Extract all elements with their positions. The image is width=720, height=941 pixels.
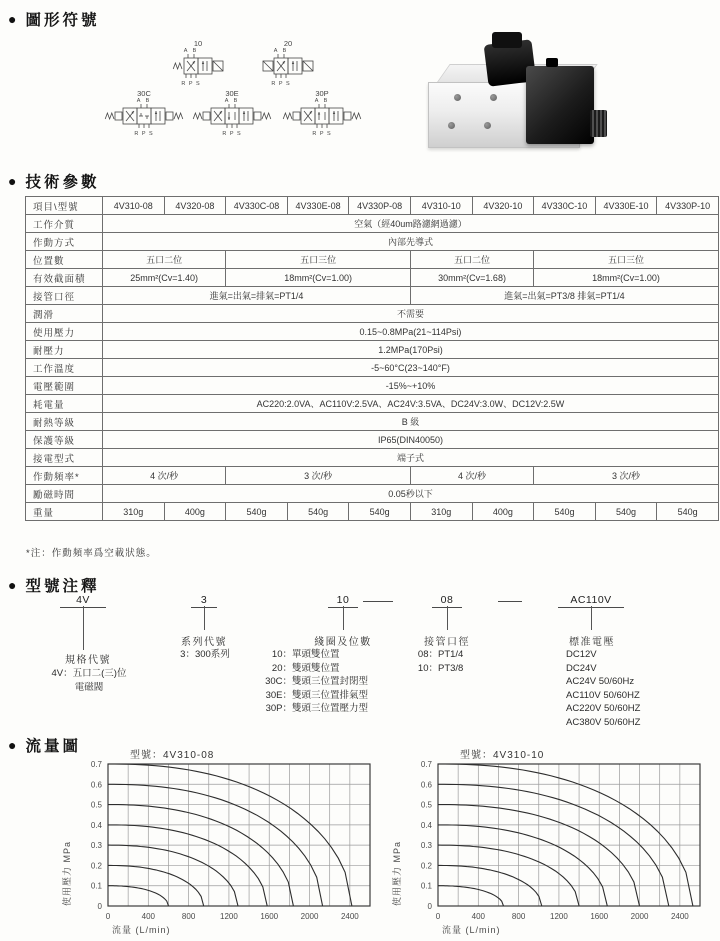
- x-tick-label: 2400: [340, 912, 359, 921]
- code-part-series: 3: [191, 594, 217, 608]
- spec-header-row: 項目\型號 4V310-08 4V320-08 4V330C-08 4V330E-08 4V330P-08 4V310-10 4V320-10 4V330C-10 4V330E-10 4V330P-10: [26, 197, 719, 215]
- legend-line: 4V：五口二(三)位: [51, 668, 127, 679]
- legend-line: 20： 雙頭雙位置: [271, 662, 340, 674]
- legend-line: AC24V 50/60Hz: [566, 676, 635, 687]
- valve-schematic-icon: [184, 88, 280, 142]
- y-tick-label: 0: [427, 902, 432, 911]
- bullet-icon: ●: [8, 577, 17, 593]
- spec-row-frequency: 作動頻率* 4 次/秒 3 次/秒 4 次/秒 3 次/秒: [26, 467, 719, 485]
- legend-line: AC220V 50/60HZ: [566, 703, 641, 714]
- y-tick-label: 0: [97, 902, 102, 911]
- connector-line: [83, 606, 84, 650]
- spec-row-connection: 接電型式 端子式: [26, 449, 719, 467]
- valve-schematic-icon: [96, 88, 192, 142]
- x-tick-label: 400: [471, 912, 485, 921]
- ports-bottom-label: R P S: [222, 131, 242, 137]
- legend-line: 3：300系列: [180, 649, 230, 660]
- spec-row-port-size: 接管口徑 進氣=出氣=排氣=PT1/4 進氣=出氣=PT3/8 排氣=PT1/4: [26, 287, 719, 305]
- valve-port: [490, 94, 497, 101]
- spec-row-voltage-range: 電壓範圍 -15%~+10%: [26, 377, 719, 395]
- ports-bottom-label: R P S: [134, 131, 154, 137]
- valve-symbol-30c: [96, 88, 192, 147]
- legend-line: 30C： 雙頭三位置封閉型: [265, 676, 369, 687]
- ports-top-label: A B: [183, 48, 199, 54]
- y-tick-label: 0.1: [420, 881, 432, 891]
- spec-row-proof-pressure: 耐壓力 1.2MPa(170Psi): [26, 341, 719, 359]
- spec-row-medium: 工作介質 空氣（經40um路濾網過濾）: [26, 215, 719, 233]
- solenoid-screw: [546, 58, 558, 67]
- valve-schematic-icon: [150, 38, 246, 92]
- y-tick-label: 0.7: [90, 760, 102, 769]
- section-title: 技術參數: [25, 174, 100, 191]
- spec-row-lubrication: 潤滑 不需要: [26, 305, 719, 323]
- table-footnote: *注：作動頻率爲空載狀態。: [26, 548, 157, 559]
- valve-symbol-30p: [274, 88, 370, 147]
- y-tick-label: 0.3: [90, 841, 102, 851]
- spec-row-response: 勵磁時間 0.05秒以下: [26, 485, 719, 503]
- legend-title: 規格代號: [65, 655, 111, 666]
- legend-lines: [168, 648, 242, 662]
- spec-row-power: 耗電量 AC220:2.0VA、AC110V:2.5VA、AC24V:3.5VA、DC24V:3.0W、DC12V:2.5W: [26, 395, 719, 413]
- y-tick-label: 0.4: [90, 820, 102, 830]
- legend-lines: [24, 667, 154, 694]
- flow-chart-plot: [386, 756, 718, 941]
- x-tick-label: 2000: [300, 912, 319, 921]
- manual-override-knob: [590, 110, 607, 137]
- spec-row-positions: 位置數 五口二位 五口三位 五口二位 五口三位: [26, 251, 719, 269]
- valve-symbol-30e: [184, 88, 280, 147]
- legend-line: 08： PT1/4: [417, 649, 464, 660]
- section-heading-model-notes: [8, 574, 99, 596]
- x-axis-label: 流量 (L/min): [112, 925, 171, 935]
- ports-top-label: A B: [314, 98, 330, 104]
- flow-chart-4v310-10: [386, 744, 718, 940]
- chart-title: 型號：4V310-10: [460, 750, 545, 761]
- x-tick-label: 2400: [670, 912, 689, 921]
- legend-line: DC12V: [566, 649, 597, 660]
- connector-line: [204, 606, 205, 630]
- valve-schematic-icon: [274, 88, 370, 142]
- flow-chart-4v310-08: [56, 744, 388, 940]
- chart-title: 型號：4V310-08: [130, 750, 215, 761]
- y-tick-label: 0.5: [420, 800, 432, 810]
- ports-bottom-label: R P S: [271, 81, 291, 87]
- code-part-coil: 10: [328, 594, 358, 608]
- valve-port: [484, 122, 491, 129]
- valve-port: [448, 122, 455, 129]
- spec-row-pressure: 使用壓力 0.15~0.8MPa(21~114Psi): [26, 323, 719, 341]
- x-tick-label: 1200: [550, 912, 568, 921]
- y-tick-label: 0.5: [90, 800, 102, 810]
- x-tick-label: 800: [181, 912, 196, 921]
- y-tick-label: 0.4: [420, 820, 432, 830]
- code-part-voltage: AC110V: [558, 594, 624, 608]
- spec-row-weight: 重量 310g 400g 540g 540g 540g 310g 400g 540g 540g 540g: [26, 503, 719, 521]
- y-tick-label: 0.2: [90, 861, 102, 871]
- spec-row-protection: 保護等級 IP65(DIN40050): [26, 431, 719, 449]
- section-title: 流量圖: [25, 738, 81, 755]
- symbol-code-label: 10: [193, 39, 203, 48]
- bullet-icon: ●: [8, 11, 17, 27]
- spec-table: [25, 196, 719, 521]
- code-part-4v: 4V: [60, 594, 106, 608]
- section-heading-tech-params: [8, 170, 99, 192]
- legend-title: 接管口徑: [424, 637, 470, 648]
- legend-lines: [408, 648, 488, 675]
- y-tick-label: 0.6: [420, 780, 432, 790]
- connector-line: [343, 606, 344, 630]
- x-tick-label: 1600: [590, 912, 609, 921]
- x-tick-label: 400: [141, 912, 155, 921]
- ports-bottom-label: R P S: [312, 131, 332, 137]
- x-axis-label: 流量 (L/min): [442, 925, 501, 935]
- section-title: 圖形符號: [25, 12, 100, 29]
- valve-port: [454, 94, 461, 101]
- ports-top-label: A B: [273, 48, 289, 54]
- y-tick-label: 0.2: [420, 861, 432, 871]
- legend-line: 30E： 雙頭三位置排氣型: [265, 689, 369, 701]
- legend-line: AC380V 50/60HZ: [566, 716, 641, 728]
- legend-title: 系列代號: [181, 637, 227, 648]
- connector-line: [447, 606, 448, 630]
- ports-bottom-label: R P S: [181, 81, 201, 87]
- ports-top-label: A B: [224, 98, 240, 104]
- connector-line: [591, 606, 592, 630]
- y-tick-label: 0.3: [420, 841, 432, 851]
- valve-schematic-icon: [240, 38, 336, 92]
- flow-chart-plot: [56, 756, 388, 941]
- symbol-code-label: 30P: [315, 89, 329, 98]
- spec-row-actuation: 作動方式 內部先導式: [26, 233, 719, 251]
- product-photo: [428, 24, 620, 174]
- legend-title: 綫圈及位數: [314, 637, 372, 648]
- spec-row-orifice: 有效截面積 25mm²(Cv=1.40) 18mm²(Cv=1.00) 30mm²(Cv=1.68) 18mm²(Cv=1.00): [26, 269, 719, 287]
- legend-line: 10： 單頭雙位置: [271, 649, 340, 660]
- separator-dash: [363, 601, 393, 602]
- x-tick-label: 0: [435, 912, 441, 921]
- section-heading-graphic-symbols: [8, 8, 99, 30]
- legend-line: 10： PT3/8: [417, 662, 464, 674]
- legend-title: 標准電壓: [569, 637, 615, 648]
- solenoid-coil: [526, 66, 594, 144]
- symbol-code-label: 20: [283, 39, 293, 48]
- solenoid-cap-top: [492, 32, 522, 48]
- y-tick-label: 0.1: [90, 881, 102, 891]
- spec-row-temperature: 工作溫度 -5~60°C(23~140°F): [26, 359, 719, 377]
- flow-curve: [108, 886, 169, 906]
- ports-top-label: A B: [136, 98, 152, 104]
- x-tick-label: 800: [511, 912, 526, 921]
- separator-dash: [498, 601, 522, 602]
- y-tick-label: 0.6: [90, 780, 102, 790]
- y-tick-label: 0.7: [420, 760, 432, 769]
- flow-curve: [438, 886, 504, 906]
- symbol-code-label: 30E: [225, 89, 239, 98]
- legend-line: DC24V: [566, 662, 597, 674]
- spec-row-heat-class: 耐熱等級 B 級: [26, 413, 719, 431]
- legend-line: 30P： 雙頭三位置壓力型: [265, 703, 369, 714]
- y-axis-label: 使用壓力 MPa: [392, 840, 402, 906]
- x-tick-label: 0: [105, 912, 111, 921]
- x-tick-label: 1200: [220, 912, 238, 921]
- legend-lines: [262, 648, 412, 716]
- symbol-code-label: 30C: [137, 89, 151, 98]
- x-tick-label: 1600: [260, 912, 279, 921]
- bullet-icon: ●: [8, 173, 17, 189]
- section-title: 型號注釋: [25, 578, 100, 595]
- legend-line: AC110V 50/60HZ: [566, 689, 640, 701]
- legend-line: 電磁閥: [74, 681, 104, 693]
- legend-lines: [566, 648, 706, 729]
- code-part-port: 08: [432, 594, 462, 608]
- x-tick-label: 2000: [630, 912, 649, 921]
- bullet-icon: ●: [8, 737, 17, 753]
- y-axis-label: 使用壓力 MPa: [62, 840, 72, 906]
